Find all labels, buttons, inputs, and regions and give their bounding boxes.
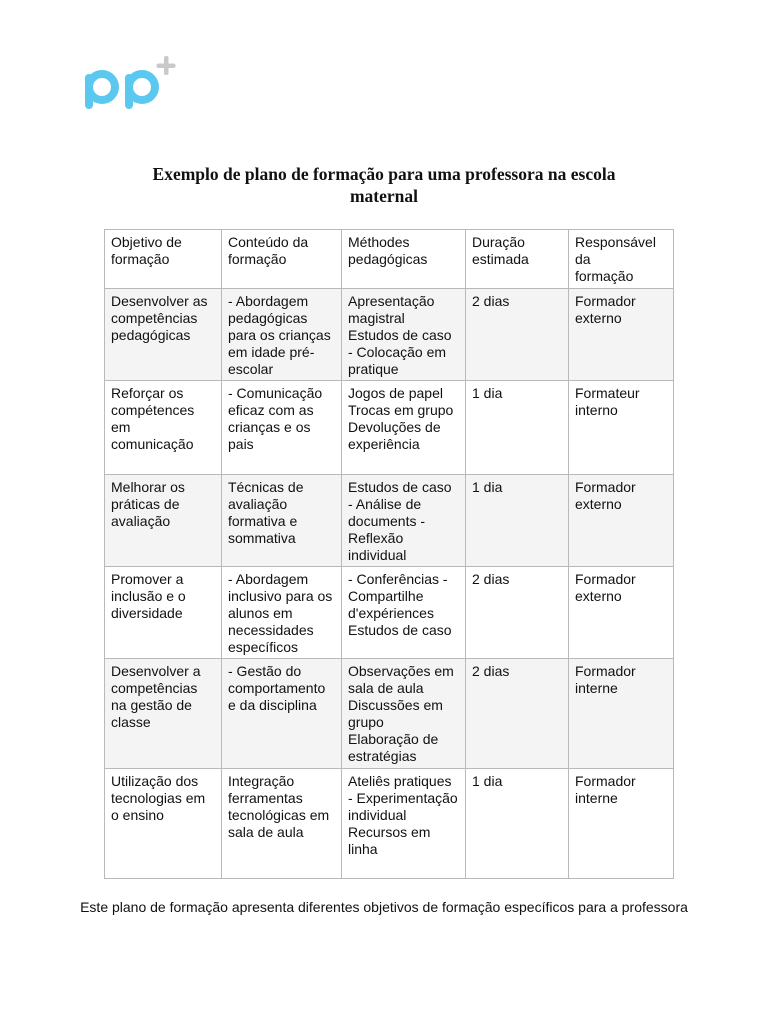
cell-responsible: Formador interne	[569, 769, 674, 879]
header-responsible: Responsável da formação	[569, 230, 674, 289]
table-row	[105, 381, 674, 475]
cell-methods: Estudos de caso - Análise de documents - Reflexão individual	[342, 475, 466, 567]
cell-objective: Promover a inclusão e o diversidade	[105, 567, 222, 659]
cell-duration: 1 dia	[466, 769, 569, 879]
cell-responsible: Formador externo	[569, 289, 674, 381]
cell-methods: Observações em sala de aula Discussões em grupo Elaboração de estratégias	[342, 659, 466, 769]
training-plan-table	[104, 229, 674, 879]
cell-objective: Reforçar os compétences em comunicação	[105, 381, 222, 475]
table-row	[105, 659, 674, 769]
cell-duration: 2 dias	[466, 289, 569, 381]
cell-objective: Desenvolver a competências na gestão de classe	[105, 659, 222, 769]
table-row	[105, 769, 674, 879]
cell-content: - Abordagem pedagógicas para os crianças em idade pré-escolar	[222, 289, 342, 381]
cell-objective: Desenvolver as competências pedagógicas	[105, 289, 222, 381]
cell-duration: 1 dia	[466, 475, 569, 567]
header-objective: Objetivo de formação	[105, 230, 222, 289]
brand-logo	[80, 50, 180, 126]
cell-objective: Utilização dos tecnologias em o ensino	[105, 769, 222, 879]
cell-duration: 2 dias	[466, 567, 569, 659]
table-row	[105, 289, 674, 381]
cell-methods: Ateliês pratiques - Experimentação individual Recursos em linha	[342, 769, 466, 879]
cell-content: Técnicas de avaliação formativa e sommativa	[222, 475, 342, 567]
table-row	[105, 475, 674, 567]
cell-responsible: Formateur interno	[569, 381, 674, 475]
cell-methods: Apresentação magistral Estudos de caso - Colocação em pratique	[342, 289, 466, 381]
cell-content: - Abordagem inclusivo para os alunos em necessidades específicos	[222, 567, 342, 659]
document-title	[110, 163, 658, 207]
cell-responsible: Formador interne	[569, 659, 674, 769]
header-methods: Méthodes pedagógicas	[342, 230, 466, 289]
header-content: Conteúdo da formação	[222, 230, 342, 289]
cell-duration: 1 dia	[466, 381, 569, 475]
cell-duration: 2 dias	[466, 659, 569, 769]
cell-responsible: Formador externo	[569, 475, 674, 567]
footer-summary: Este plano de formação apresenta diferentes objetivos de formação específicos para a professora	[80, 899, 688, 915]
cell-objective: Melhorar os práticas de avaliação	[105, 475, 222, 567]
cell-content: - Comunicação eficaz com as crianças e os pais	[222, 381, 342, 475]
cell-responsible: Formador externo	[569, 567, 674, 659]
cell-methods: Jogos de papel Trocas em grupo Devoluções de experiência	[342, 381, 466, 475]
table-row	[105, 567, 674, 659]
header-duration: Duração estimada	[466, 230, 569, 289]
title-line-1: Exemplo de plano de formação para uma professora na escola	[152, 164, 616, 184]
table-header-row	[105, 230, 674, 289]
pp-plus-logo-icon	[80, 50, 180, 126]
cell-content: Integração ferramentas tecnológicas em sala de aula	[222, 769, 342, 879]
title-line-2: maternal	[349, 186, 419, 206]
cell-content: - Gestão do comportamento e da disciplina	[222, 659, 342, 769]
cell-methods: - Conferências - Compartilhe d'expériences Estudos de caso	[342, 567, 466, 659]
